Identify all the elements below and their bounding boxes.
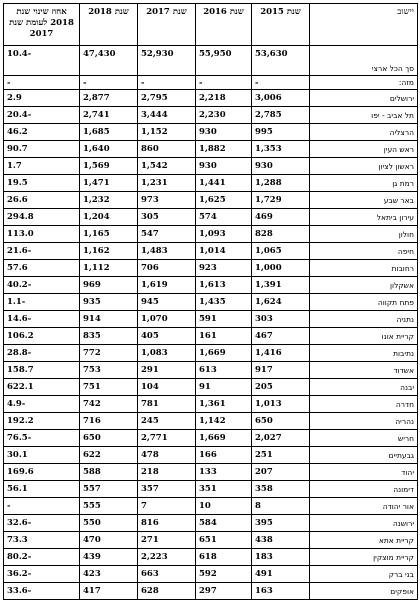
cell-change: 80.2-	[4, 549, 80, 566]
cell-y2018: 753	[80, 362, 138, 379]
cell-y2018: 557	[80, 481, 138, 498]
cell-y2015: 828	[252, 226, 310, 243]
cell-y2016: 613	[196, 362, 252, 379]
cell-change: 76.5-	[4, 430, 80, 447]
settlement-name: ראש העין	[310, 141, 418, 158]
cell-y2017: 271	[138, 532, 196, 549]
settlement-name: אשקלון	[310, 277, 418, 294]
table-row	[4, 141, 418, 158]
cell-change: 33.6-	[4, 583, 80, 600]
cell-change: 4.9-	[4, 396, 80, 413]
cell-change: 192.2	[4, 413, 80, 430]
cell-y2017: 2,223	[138, 549, 196, 566]
total-2018: 47,430	[80, 46, 138, 76]
cell-y2016: 923	[196, 260, 252, 277]
cell-y2018: 439	[80, 549, 138, 566]
cell-y2018: 742	[80, 396, 138, 413]
cell-change: 36.2-	[4, 566, 80, 583]
cell-y2018: 969	[80, 277, 138, 294]
cell-y2017: 218	[138, 464, 196, 481]
cell-y2017: 973	[138, 192, 196, 209]
cell-change: 113.0	[4, 226, 80, 243]
header-change: אחוז שינוי שנת 2018 לעומת שנת 2017	[4, 4, 80, 46]
cell-y2018: 935	[80, 294, 138, 311]
cell-y2016: 161	[196, 328, 252, 345]
settlement-name: אשדוד	[310, 362, 418, 379]
cell-y2018: 1,204	[80, 209, 138, 226]
cell-y2018: 555	[80, 498, 138, 515]
cell-y2018: 650	[80, 430, 138, 447]
cell-y2016: 584	[196, 515, 252, 532]
table-row	[4, 515, 418, 532]
settlement-name: בני ברק	[310, 566, 418, 583]
settlement-name: חיפה	[310, 243, 418, 260]
cell-y2018: 1,232	[80, 192, 138, 209]
cell-y2018: 1,569	[80, 158, 138, 175]
cell-change: 30.1	[4, 447, 80, 464]
cell-change: 158.7	[4, 362, 80, 379]
cell-y2018: 1,112	[80, 260, 138, 277]
settlement-name: פתח תקווה	[310, 294, 418, 311]
cell-y2015: 2,785	[252, 107, 310, 124]
cell-y2017: 478	[138, 447, 196, 464]
cell-y2017: 104	[138, 379, 196, 396]
cell-change: 294.8	[4, 209, 80, 226]
cell-y2017: 1,619	[138, 277, 196, 294]
cell-y2018: 1,471	[80, 175, 138, 192]
settlement-name: רחובות	[310, 260, 418, 277]
header-2015: שנת 2015	[252, 4, 310, 46]
cell-y2017: 860	[138, 141, 196, 158]
cell-change: 1.7	[4, 158, 80, 175]
cell-y2015: 469	[252, 209, 310, 226]
total-row	[4, 46, 418, 76]
subtotal-2016: -	[196, 76, 252, 90]
cell-change: 40.2-	[4, 277, 80, 294]
subtotal-label: מזה:	[310, 76, 418, 90]
cell-y2015: 467	[252, 328, 310, 345]
cell-y2017: 1,231	[138, 175, 196, 192]
settlement-name: אופקים	[310, 583, 418, 600]
cell-y2018: 2,741	[80, 107, 138, 124]
cell-y2017: 1,152	[138, 124, 196, 141]
settlement-name: ירושנה	[310, 515, 418, 532]
header-2018: שנת 2018	[80, 4, 138, 46]
cell-change: 169.6	[4, 464, 80, 481]
cell-y2016: 1,669	[196, 430, 252, 447]
table-row	[4, 345, 418, 362]
cell-y2015: 8	[252, 498, 310, 515]
cell-change: 26.6	[4, 192, 80, 209]
cell-y2018: 1,165	[80, 226, 138, 243]
settlement-name: חולון	[310, 226, 418, 243]
cell-y2017: 1,083	[138, 345, 196, 362]
cell-y2017: 706	[138, 260, 196, 277]
cell-y2017: 7	[138, 498, 196, 515]
cell-y2015: 358	[252, 481, 310, 498]
table-row	[4, 124, 418, 141]
cell-y2015: 1,000	[252, 260, 310, 277]
cell-y2018: 716	[80, 413, 138, 430]
cell-y2018: 2,877	[80, 90, 138, 107]
cell-y2018: 1,640	[80, 141, 138, 158]
cell-y2015: 491	[252, 566, 310, 583]
table-row	[4, 175, 418, 192]
cell-y2015: 207	[252, 464, 310, 481]
settlement-name: תל אביב - יפו	[310, 107, 418, 124]
cell-y2018: 588	[80, 464, 138, 481]
cell-y2015: 1,288	[252, 175, 310, 192]
total-label: סך הכל ארצי	[310, 46, 418, 76]
total-2015: 53,630	[252, 46, 310, 76]
cell-y2018: 1,162	[80, 243, 138, 260]
cell-change: -	[4, 498, 80, 515]
table-row	[4, 583, 418, 600]
cell-y2015: 1,065	[252, 243, 310, 260]
settlement-name: קריית מוצקין	[310, 549, 418, 566]
cell-y2016: 2,218	[196, 90, 252, 107]
cell-change: 2.9	[4, 90, 80, 107]
header-settlement: יישוב	[310, 4, 418, 46]
table-row	[4, 498, 418, 515]
cell-change: 28.8-	[4, 345, 80, 362]
cell-y2018: 835	[80, 328, 138, 345]
table-row	[4, 294, 418, 311]
cell-y2016: 1,669	[196, 345, 252, 362]
cell-y2016: 1,441	[196, 175, 252, 192]
cell-change: 19.5	[4, 175, 80, 192]
settlement-name: חדרה	[310, 396, 418, 413]
cell-y2015: 251	[252, 447, 310, 464]
table-row	[4, 328, 418, 345]
table-row	[4, 192, 418, 209]
table-row	[4, 464, 418, 481]
cell-y2016: 10	[196, 498, 252, 515]
cell-y2015: 438	[252, 532, 310, 549]
cell-y2017: 357	[138, 481, 196, 498]
cell-y2018: 417	[80, 583, 138, 600]
cell-y2016: 1,093	[196, 226, 252, 243]
cell-y2018: 914	[80, 311, 138, 328]
cell-y2016: 592	[196, 566, 252, 583]
cell-y2015: 1,013	[252, 396, 310, 413]
settlement-name: גבעתיים	[310, 447, 418, 464]
cell-y2015: 1,391	[252, 277, 310, 294]
cell-y2016: 351	[196, 481, 252, 498]
table-row	[4, 430, 418, 447]
cell-change: 14.6-	[4, 311, 80, 328]
table-row	[4, 90, 418, 107]
table-row	[4, 566, 418, 583]
cell-change: 106.2	[4, 328, 80, 345]
cell-y2017: 305	[138, 209, 196, 226]
table-row	[4, 532, 418, 549]
settlement-name: באר שבע	[310, 192, 418, 209]
settlement-name: נתניה	[310, 311, 418, 328]
cell-y2017: 547	[138, 226, 196, 243]
cell-y2015: 163	[252, 583, 310, 600]
cell-y2016: 651	[196, 532, 252, 549]
settlement-name: חריש	[310, 430, 418, 447]
cell-change: 46.2	[4, 124, 80, 141]
settlement-name: ראשון לציון	[310, 158, 418, 175]
table-row	[4, 413, 418, 430]
cell-y2016: 2,230	[196, 107, 252, 124]
cell-y2017: 3,444	[138, 107, 196, 124]
cell-y2017: 945	[138, 294, 196, 311]
header-2016: שנת 2016	[196, 4, 252, 46]
cell-y2017: 405	[138, 328, 196, 345]
table-row	[4, 226, 418, 243]
subtotal-2015: -	[252, 76, 310, 90]
table-row	[4, 277, 418, 294]
header-2017: שנת 2017	[138, 4, 196, 46]
table-row	[4, 260, 418, 277]
table-row	[4, 158, 418, 175]
cell-y2016: 1,613	[196, 277, 252, 294]
settlement-name: הרצליה	[310, 124, 418, 141]
table-row	[4, 379, 418, 396]
settlement-name: ירושלים	[310, 90, 418, 107]
cell-y2017: 1,542	[138, 158, 196, 175]
total-change: 10.4-	[4, 46, 80, 76]
table-row	[4, 549, 418, 566]
statistics-page	[3, 3, 417, 600]
cell-y2015: 1,353	[252, 141, 310, 158]
cell-y2017: 816	[138, 515, 196, 532]
table-row	[4, 209, 418, 226]
cell-y2015: 650	[252, 413, 310, 430]
cell-y2017: 2,771	[138, 430, 196, 447]
cell-y2018: 772	[80, 345, 138, 362]
cell-y2015: 1,624	[252, 294, 310, 311]
cell-y2018: 751	[80, 379, 138, 396]
cell-y2015: 205	[252, 379, 310, 396]
cell-y2016: 1,435	[196, 294, 252, 311]
cell-y2015: 303	[252, 311, 310, 328]
cell-y2016: 297	[196, 583, 252, 600]
cell-y2016: 591	[196, 311, 252, 328]
settlement-name: עירון ביתאל	[310, 209, 418, 226]
settlement-name: רמת גן	[310, 175, 418, 192]
cell-y2017: 245	[138, 413, 196, 430]
cell-y2016: 574	[196, 209, 252, 226]
table-row	[4, 311, 418, 328]
table-row	[4, 481, 418, 498]
settlement-name: דימונה	[310, 481, 418, 498]
cell-y2016: 166	[196, 447, 252, 464]
cell-change: 21.6-	[4, 243, 80, 260]
cell-change: 1.1-	[4, 294, 80, 311]
cell-change: 57.6	[4, 260, 80, 277]
settlement-name: אור יהודה	[310, 498, 418, 515]
settlement-name: נתיבות	[310, 345, 418, 362]
subtotal-row	[4, 76, 418, 90]
subtotal-change: -	[4, 76, 80, 90]
cell-change: 32.6-	[4, 515, 80, 532]
total-2017: 52,930	[138, 46, 196, 76]
cell-y2016: 1,142	[196, 413, 252, 430]
subtotal-2017: -	[138, 76, 196, 90]
cell-y2016: 1,361	[196, 396, 252, 413]
cell-y2017: 663	[138, 566, 196, 583]
cell-change: 73.3	[4, 532, 80, 549]
cell-y2016: 930	[196, 124, 252, 141]
cell-change: 20.4-	[4, 107, 80, 124]
cell-change: 90.7	[4, 141, 80, 158]
settlements-table	[3, 3, 418, 600]
table-row	[4, 243, 418, 260]
cell-y2016: 1,882	[196, 141, 252, 158]
cell-y2018: 622	[80, 447, 138, 464]
cell-y2018: 470	[80, 532, 138, 549]
cell-y2016: 618	[196, 549, 252, 566]
cell-y2015: 3,006	[252, 90, 310, 107]
cell-y2016: 1,014	[196, 243, 252, 260]
table-row	[4, 107, 418, 124]
settlement-name: קריית אונו	[310, 328, 418, 345]
cell-y2017: 1,070	[138, 311, 196, 328]
cell-y2017: 291	[138, 362, 196, 379]
settlement-name: קריית אתא	[310, 532, 418, 549]
cell-change: 622.1	[4, 379, 80, 396]
cell-y2017: 1,483	[138, 243, 196, 260]
settlement-name: יבנה	[310, 379, 418, 396]
header-row	[4, 4, 418, 46]
cell-y2016: 1,625	[196, 192, 252, 209]
cell-y2015: 917	[252, 362, 310, 379]
cell-y2015: 183	[252, 549, 310, 566]
cell-y2017: 2,795	[138, 90, 196, 107]
cell-y2018: 1,685	[80, 124, 138, 141]
cell-y2016: 91	[196, 379, 252, 396]
cell-y2016: 133	[196, 464, 252, 481]
cell-y2018: 423	[80, 566, 138, 583]
cell-y2015: 1,416	[252, 345, 310, 362]
cell-y2015: 2,027	[252, 430, 310, 447]
table-row	[4, 396, 418, 413]
cell-y2017: 781	[138, 396, 196, 413]
table-row	[4, 447, 418, 464]
cell-y2015: 1,729	[252, 192, 310, 209]
cell-y2017: 628	[138, 583, 196, 600]
cell-y2018: 550	[80, 515, 138, 532]
settlement-name: נהריה	[310, 413, 418, 430]
settlement-name: יהוד	[310, 464, 418, 481]
table-row	[4, 362, 418, 379]
cell-y2015: 930	[252, 158, 310, 175]
cell-y2016: 930	[196, 158, 252, 175]
total-2016: 55,950	[196, 46, 252, 76]
cell-y2015: 995	[252, 124, 310, 141]
cell-change: 56.1	[4, 481, 80, 498]
cell-y2015: 395	[252, 515, 310, 532]
subtotal-2018: -	[80, 76, 138, 90]
